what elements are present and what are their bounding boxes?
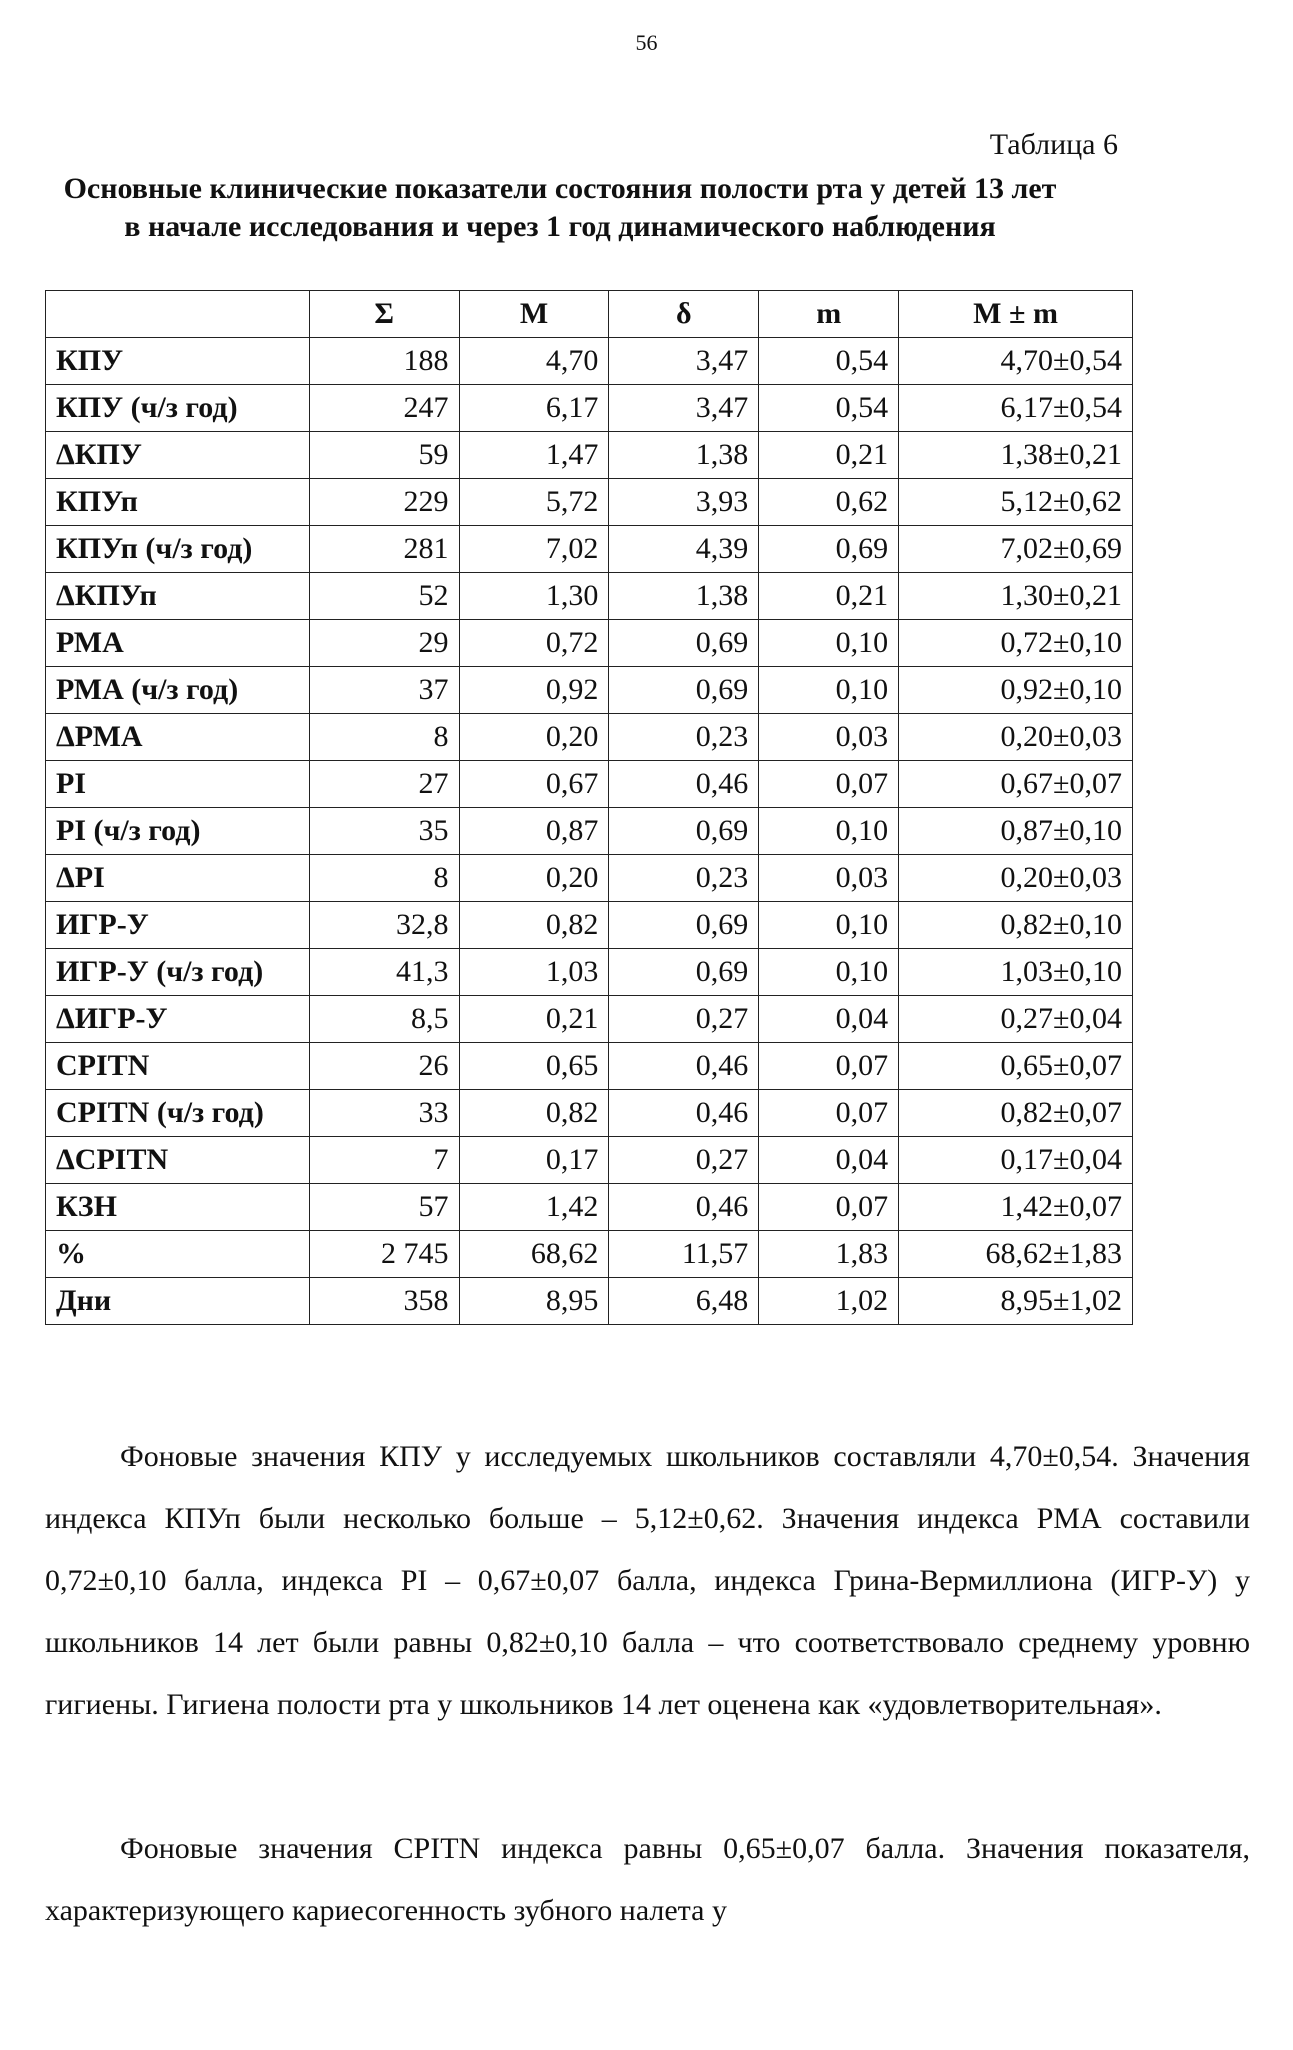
value-cell: 0,17±0,04 xyxy=(899,1137,1133,1184)
value-cell: 0,04 xyxy=(759,996,899,1043)
table-row xyxy=(46,996,1133,1043)
table-row xyxy=(46,1137,1133,1184)
value-cell: 8,5 xyxy=(309,996,459,1043)
value-cell: 0,87 xyxy=(459,808,609,855)
value-cell: 0,20 xyxy=(459,714,609,761)
table-row xyxy=(46,949,1133,996)
row-label-cell: ΔPI xyxy=(46,855,310,902)
table-row xyxy=(46,526,1133,573)
value-cell: 0,46 xyxy=(609,1043,759,1090)
value-cell: 1,42 xyxy=(459,1184,609,1231)
header-cell-delta: δ xyxy=(609,291,759,338)
table-label: Таблица 6 xyxy=(989,128,1118,161)
row-label-cell: ΔРМА xyxy=(46,714,310,761)
table-row xyxy=(46,338,1133,385)
value-cell: 5,12±0,62 xyxy=(899,479,1133,526)
value-cell: 59 xyxy=(309,432,459,479)
value-cell: 0,21 xyxy=(759,573,899,620)
value-cell: 52 xyxy=(309,573,459,620)
value-cell: 1,38 xyxy=(609,573,759,620)
header-cell-mean: M xyxy=(459,291,609,338)
value-cell: 0,69 xyxy=(609,949,759,996)
table-row xyxy=(46,385,1133,432)
value-cell: 0,46 xyxy=(609,1184,759,1231)
value-cell: 0,27 xyxy=(609,1137,759,1184)
row-label-cell: % xyxy=(46,1231,310,1278)
table-header-row xyxy=(46,291,1133,338)
value-cell: 0,03 xyxy=(759,714,899,761)
row-label-cell: ΔКПУп xyxy=(46,573,310,620)
value-cell: 0,10 xyxy=(759,949,899,996)
row-label-cell: КЗН xyxy=(46,1184,310,1231)
value-cell: 0,21 xyxy=(759,432,899,479)
header-cell-label xyxy=(46,291,310,338)
value-cell: 0,23 xyxy=(609,714,759,761)
value-cell: 1,03±0,10 xyxy=(899,949,1133,996)
value-cell: 0,10 xyxy=(759,902,899,949)
value-cell: 0,72 xyxy=(459,620,609,667)
value-cell: 0,69 xyxy=(609,620,759,667)
value-cell: 0,07 xyxy=(759,1184,899,1231)
value-cell: 358 xyxy=(309,1278,459,1325)
value-cell: 29 xyxy=(309,620,459,667)
table-row xyxy=(46,1043,1133,1090)
table-row xyxy=(46,1090,1133,1137)
value-cell: 35 xyxy=(309,808,459,855)
header-cell-sigma: Σ xyxy=(309,291,459,338)
value-cell: 0,10 xyxy=(759,620,899,667)
row-label-cell: РМА xyxy=(46,620,310,667)
value-cell: 0,69 xyxy=(609,808,759,855)
value-cell: 0,54 xyxy=(759,338,899,385)
value-cell: 4,70±0,54 xyxy=(899,338,1133,385)
value-cell: 0,27 xyxy=(609,996,759,1043)
row-label-cell: КПУ (ч/з год) xyxy=(46,385,310,432)
value-cell: 0,87±0,10 xyxy=(899,808,1133,855)
value-cell: 27 xyxy=(309,761,459,808)
value-cell: 0,23 xyxy=(609,855,759,902)
value-cell: 0,10 xyxy=(759,667,899,714)
table-row xyxy=(46,667,1133,714)
value-cell: 6,48 xyxy=(609,1278,759,1325)
value-cell: 0,07 xyxy=(759,1043,899,1090)
value-cell: 0,69 xyxy=(609,902,759,949)
value-cell: 0,82 xyxy=(459,1090,609,1137)
table-row xyxy=(46,1278,1133,1325)
value-cell: 0,03 xyxy=(759,855,899,902)
row-label-cell: ИГР-У (ч/з год) xyxy=(46,949,310,996)
table-row xyxy=(46,1184,1133,1231)
value-cell: 37 xyxy=(309,667,459,714)
value-cell: 0,82±0,10 xyxy=(899,902,1133,949)
header-cell-error: m xyxy=(759,291,899,338)
value-cell: 0,46 xyxy=(609,1090,759,1137)
value-cell: 6,17±0,54 xyxy=(899,385,1133,432)
row-label-cell: ΔCPITN xyxy=(46,1137,310,1184)
value-cell: 1,30 xyxy=(459,573,609,620)
row-label-cell: ΔКПУ xyxy=(46,432,310,479)
row-label-cell: CPITN (ч/з год) xyxy=(46,1090,310,1137)
value-cell: 0,69 xyxy=(609,667,759,714)
table-row xyxy=(46,1231,1133,1278)
row-label-cell: КПУ xyxy=(46,338,310,385)
value-cell: 26 xyxy=(309,1043,459,1090)
value-cell: 0,65±0,07 xyxy=(899,1043,1133,1090)
value-cell: 8 xyxy=(309,855,459,902)
value-cell: 2 745 xyxy=(309,1231,459,1278)
body-paragraph-1 xyxy=(45,1426,1250,1736)
row-label-cell: КПУп xyxy=(46,479,310,526)
table-row xyxy=(46,432,1133,479)
value-cell: 0,20±0,03 xyxy=(899,714,1133,761)
row-label-cell: ИГР-У xyxy=(46,902,310,949)
value-cell: 4,70 xyxy=(459,338,609,385)
value-cell: 0,27±0,04 xyxy=(899,996,1133,1043)
value-cell: 6,17 xyxy=(459,385,609,432)
value-cell: 0,72±0,10 xyxy=(899,620,1133,667)
table-row xyxy=(46,479,1133,526)
table-title: Основные клинические показатели состояния полости рта у детей 13 лет в начале исследования и через 1 год динамического наблюдения xyxy=(63,172,1057,243)
value-cell: 0,69 xyxy=(759,526,899,573)
value-cell: 0,62 xyxy=(759,479,899,526)
table-body xyxy=(46,338,1133,1325)
row-label-cell: Дни xyxy=(46,1278,310,1325)
value-cell: 0,20 xyxy=(459,855,609,902)
row-label-cell: ΔИГР-У xyxy=(46,996,310,1043)
row-label-cell: РМА (ч/з год) xyxy=(46,667,310,714)
value-cell: 281 xyxy=(309,526,459,573)
value-cell: 0,17 xyxy=(459,1137,609,1184)
row-label-cell: PI xyxy=(46,761,310,808)
table-row xyxy=(46,620,1133,667)
value-cell: 3,47 xyxy=(609,338,759,385)
paragraph-text: Фоновые значения КПУ у исследуемых школьников составляли 4,70±0,54. Значения индекса КПУп были несколько больше – 5,12±0,62. Значения индекса РМА составили 0,72±0,10 балла, индекса PI – 0,67±0,07 балла, индекса Грина-Вермиллиона (ИГР-У) у школьников 14 лет были равны 0,82±0,10 балла – что соответствовало среднему уровню гигиены. Гигиена полости рта у школьников 14 лет оценена как «удовлетворительная». xyxy=(45,1440,1250,1721)
value-cell: 0,54 xyxy=(759,385,899,432)
table-row xyxy=(46,902,1133,949)
value-cell: 0,10 xyxy=(759,808,899,855)
table-row xyxy=(46,855,1133,902)
value-cell: 247 xyxy=(309,385,459,432)
table-row xyxy=(46,573,1133,620)
value-cell: 0,67 xyxy=(459,761,609,808)
value-cell: 0,67±0,07 xyxy=(899,761,1133,808)
value-cell: 8,95±1,02 xyxy=(899,1278,1133,1325)
value-cell: 0,07 xyxy=(759,761,899,808)
row-label-cell: КПУп (ч/з год) xyxy=(46,526,310,573)
value-cell: 7 xyxy=(309,1137,459,1184)
value-cell: 0,92±0,10 xyxy=(899,667,1133,714)
value-cell: 7,02±0,69 xyxy=(899,526,1133,573)
value-cell: 68,62±1,83 xyxy=(899,1231,1133,1278)
page-number: 56 xyxy=(635,30,658,55)
value-cell: 68,62 xyxy=(459,1231,609,1278)
row-label-cell: CPITN xyxy=(46,1043,310,1090)
value-cell: 3,47 xyxy=(609,385,759,432)
value-cell: 0,92 xyxy=(459,667,609,714)
value-cell: 41,3 xyxy=(309,949,459,996)
value-cell: 8 xyxy=(309,714,459,761)
paragraph-text: Фоновые значения CPITN индекса равны 0,65±0,07 балла. Значения показателя, характеризующего кариесогенность зубного налета у xyxy=(45,1832,1250,1927)
data-table xyxy=(45,290,1133,1325)
value-cell: 1,03 xyxy=(459,949,609,996)
value-cell: 0,07 xyxy=(759,1090,899,1137)
value-cell: 0,82±0,07 xyxy=(899,1090,1133,1137)
value-cell: 1,47 xyxy=(459,432,609,479)
value-cell: 33 xyxy=(309,1090,459,1137)
value-cell: 188 xyxy=(309,338,459,385)
value-cell: 5,72 xyxy=(459,479,609,526)
row-label-cell: PI (ч/з год) xyxy=(46,808,310,855)
header-cell-mean-pm-error: M ± m xyxy=(899,291,1133,338)
value-cell: 57 xyxy=(309,1184,459,1231)
value-cell: 7,02 xyxy=(459,526,609,573)
value-cell: 3,93 xyxy=(609,479,759,526)
value-cell: 0,21 xyxy=(459,996,609,1043)
value-cell: 0,04 xyxy=(759,1137,899,1184)
value-cell: 0,82 xyxy=(459,902,609,949)
value-cell: 0,65 xyxy=(459,1043,609,1090)
value-cell: 0,20±0,03 xyxy=(899,855,1133,902)
value-cell: 1,38±0,21 xyxy=(899,432,1133,479)
value-cell: 11,57 xyxy=(609,1231,759,1278)
value-cell: 1,30±0,21 xyxy=(899,573,1133,620)
value-cell: 1,83 xyxy=(759,1231,899,1278)
table-row xyxy=(46,808,1133,855)
value-cell: 229 xyxy=(309,479,459,526)
body-paragraph-2 xyxy=(45,1818,1250,1942)
value-cell: 4,39 xyxy=(609,526,759,573)
value-cell: 1,38 xyxy=(609,432,759,479)
value-cell: 8,95 xyxy=(459,1278,609,1325)
value-cell: 0,46 xyxy=(609,761,759,808)
table-row xyxy=(46,761,1133,808)
table-row xyxy=(46,714,1133,761)
value-cell: 32,8 xyxy=(309,902,459,949)
value-cell: 1,02 xyxy=(759,1278,899,1325)
value-cell: 1,42±0,07 xyxy=(899,1184,1133,1231)
